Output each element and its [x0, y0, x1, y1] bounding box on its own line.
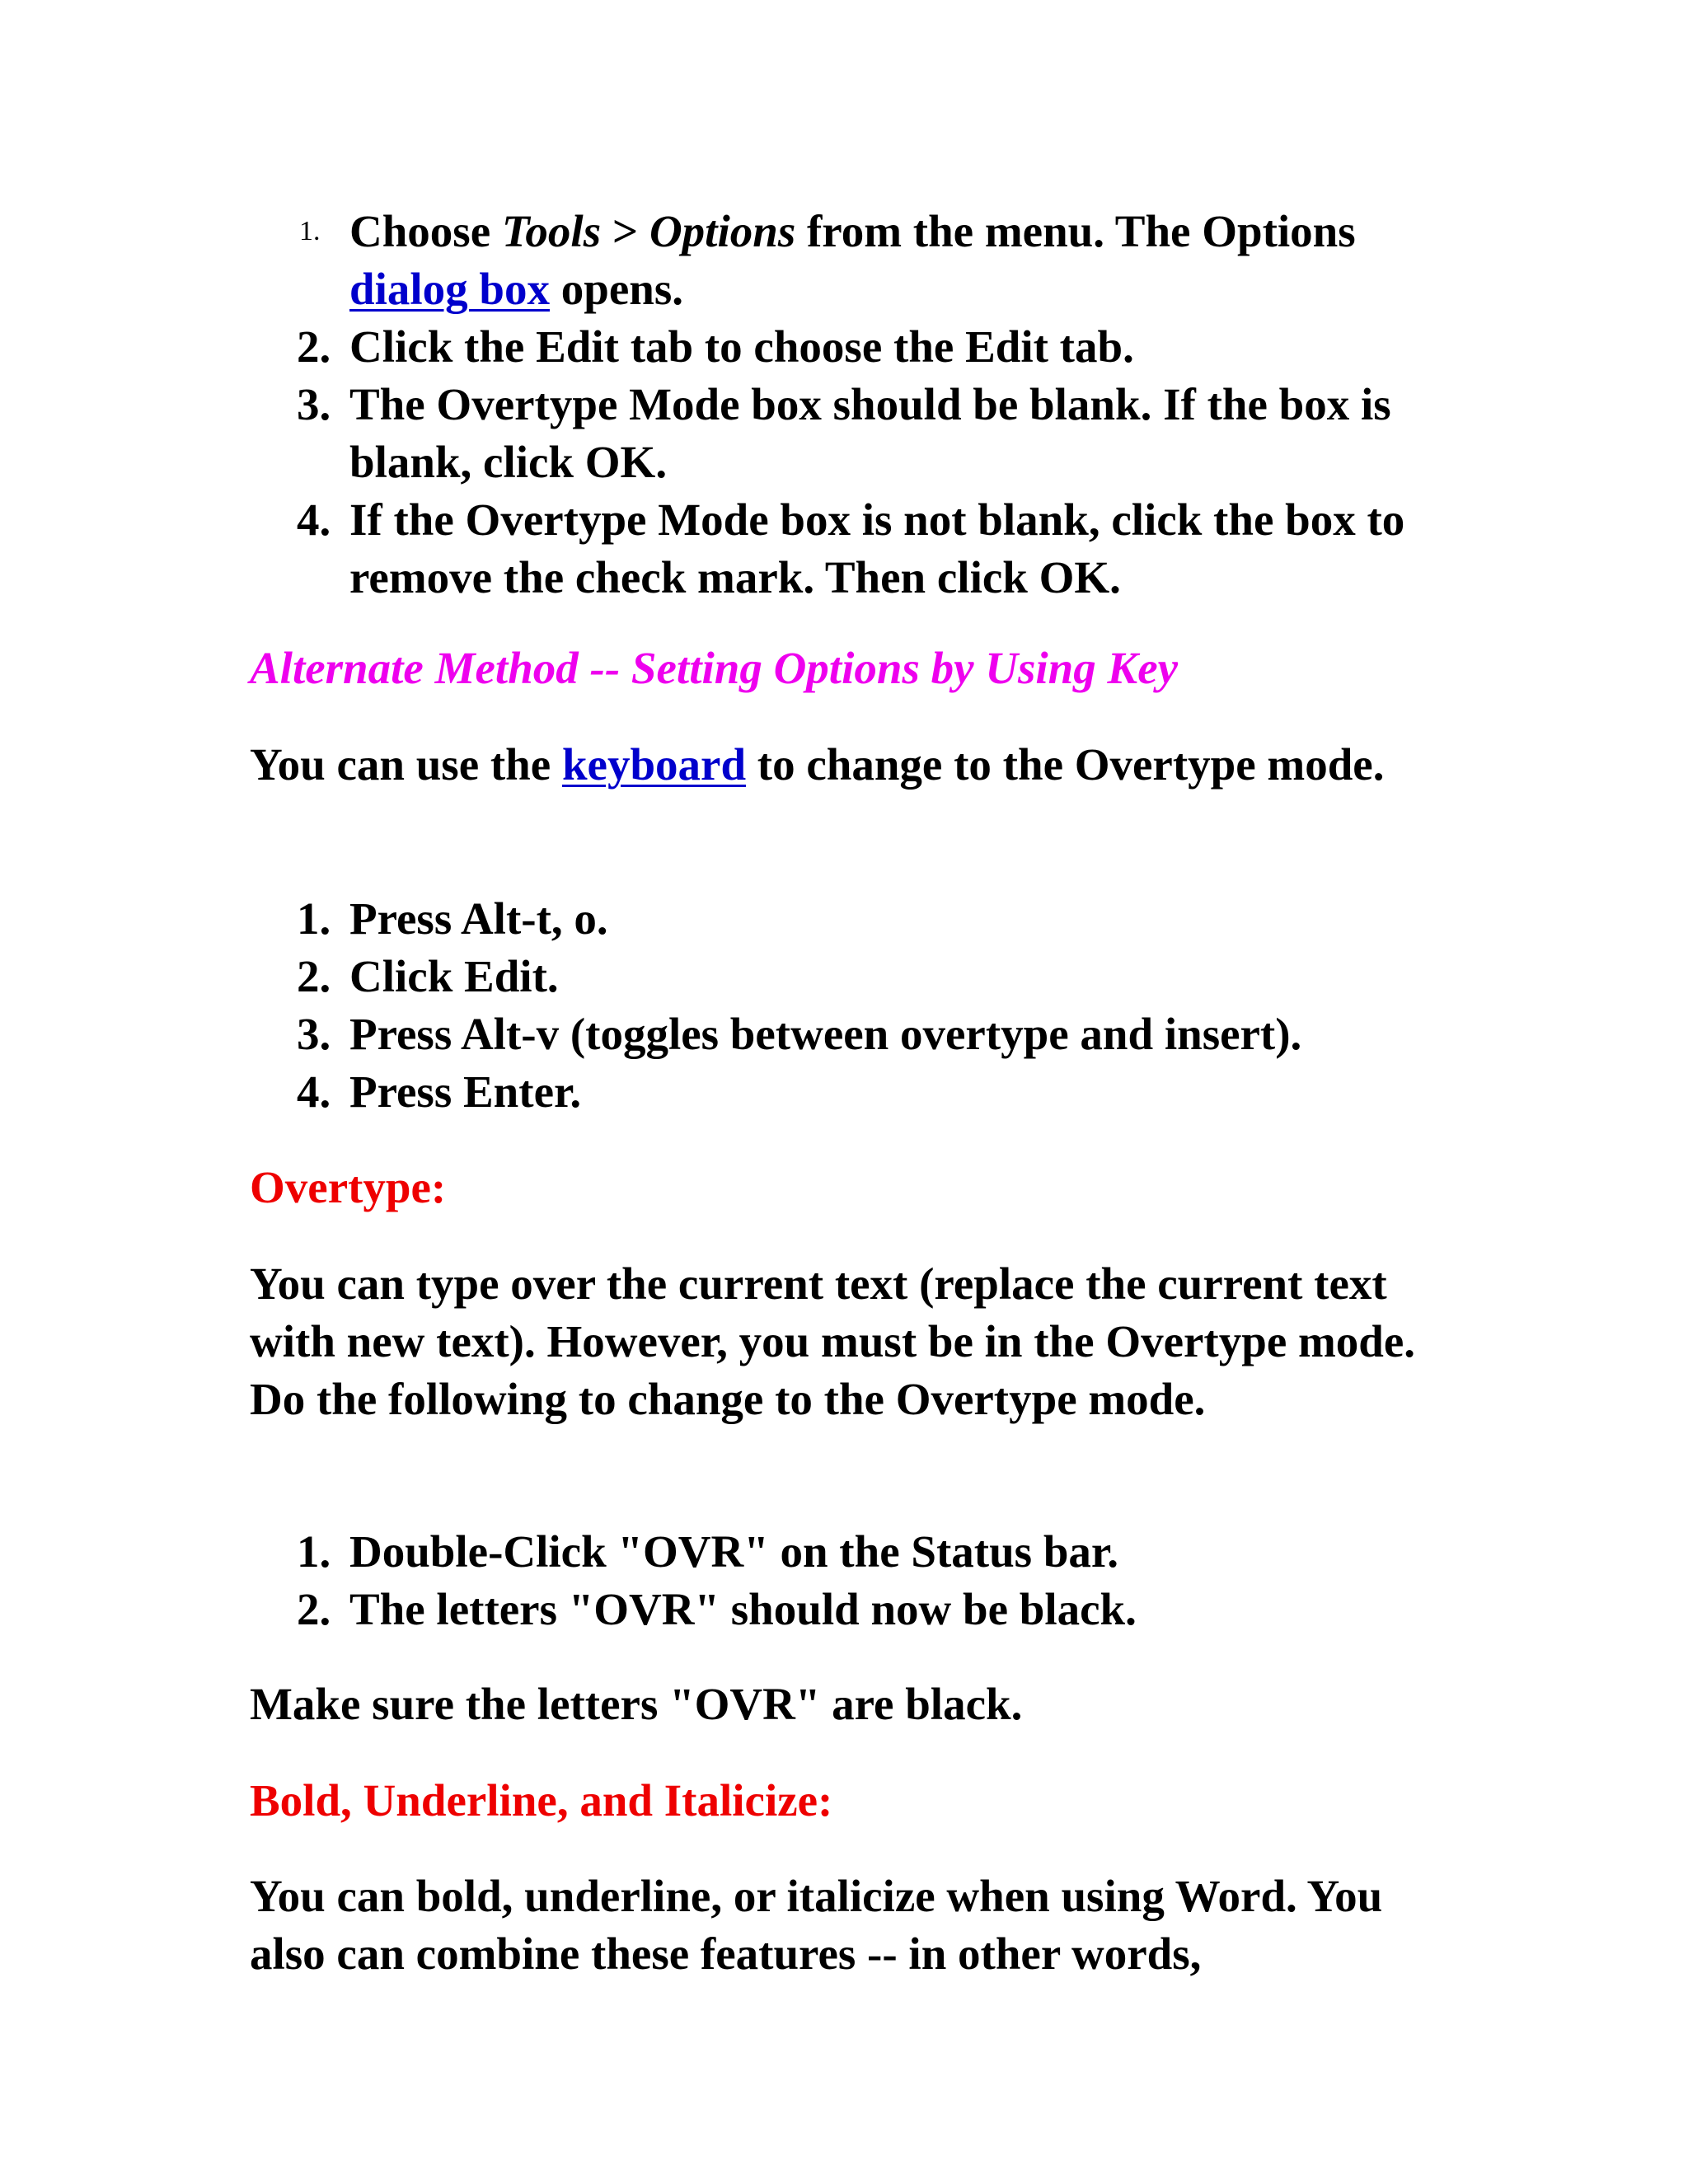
list-item: 3. The Overtype Mode box should be blank. If the box is blank, click OK. [250, 376, 1445, 491]
alternate-method-heading: Alternate Method -- Setting Options by Using Key [250, 643, 1179, 693]
list-item: 1. Press Alt-t, o. [250, 890, 1445, 948]
list-item: 2. Click Edit. [250, 948, 1445, 1005]
bold-underline-italicize-heading: Bold, Underline, and Italicize: [250, 1775, 833, 1825]
options-menu-text: Options [649, 206, 796, 256]
list-item: 1. Double-Click "OVR" on the Status bar. [250, 1523, 1445, 1581]
keyboard-steps-list [250, 890, 1445, 1121]
dialog-box-link[interactable]: dialog box [349, 264, 550, 314]
list-item: 4. Press Enter. [250, 1063, 1445, 1121]
list-number: 4. [297, 1066, 331, 1117]
list-item: 2. The letters "OVR" should now be black. [250, 1581, 1445, 1638]
list-item: 3. Press Alt-v (toggles between overtype and insert). [250, 1005, 1445, 1063]
list-number: 1. [297, 893, 331, 944]
bold-paragraph: You can bold, underline, or italicize when using Word. You also can combine these features -- in other words, [250, 1871, 1383, 1979]
list-item: 4. If the Overtype Mode box is not blank, click the box to remove the check mark. Then click OK. [250, 491, 1445, 607]
keyboard-paragraph: You can use the keyboard to change to the Overtype mode. [250, 739, 1385, 790]
list-number: 1. [299, 216, 321, 246]
overtype-heading: Overtype: [250, 1162, 447, 1212]
overtype-paragraph: You can type over the current text (replace the current text with new text). However, you must be in the Overtype mode. Do the following to change to the Overtype mode. [250, 1258, 1416, 1424]
ovr-steps-list [250, 1523, 1445, 1638]
list-number: 2. [297, 1584, 331, 1634]
list-item: 1. Choose Tools > Options from the menu. The Options dialog box opens. [250, 203, 1445, 318]
tools-menu-text: Tools [501, 206, 602, 256]
list-number: 1. [297, 1526, 331, 1577]
keyboard-link[interactable]: keyboard [561, 739, 747, 790]
make-sure-paragraph: Make sure the letters "OVR" are black. [250, 1679, 1023, 1729]
list-number: 3. [297, 379, 331, 429]
list-number: 3. [297, 1009, 331, 1059]
options-steps-list [250, 203, 1445, 607]
list-item: 2. Click the Edit tab to choose the Edit tab. [250, 318, 1445, 376]
list-number: 2. [297, 321, 331, 372]
list-number: 4. [297, 494, 331, 545]
list-number: 2. [297, 951, 331, 1001]
